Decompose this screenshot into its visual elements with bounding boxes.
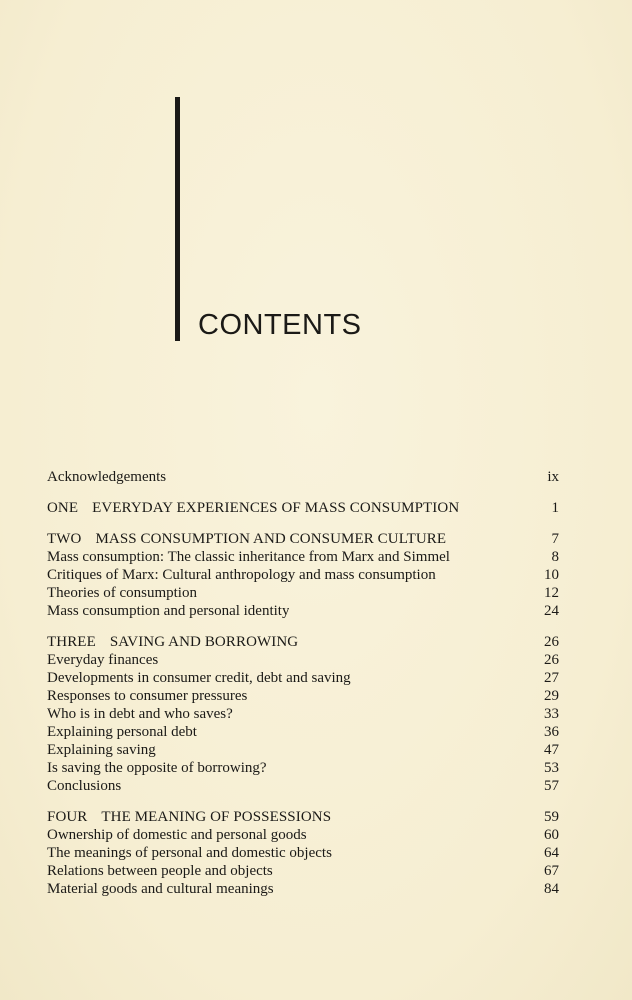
toc-entry-page: 1 <box>551 500 559 516</box>
toc-entry-page: 33 <box>544 706 559 722</box>
toc-entry <box>47 548 560 566</box>
toc-entry-page: 12 <box>544 585 559 601</box>
toc-entry-title: Conclusions <box>47 778 122 794</box>
toc-entry-title: Is saving the opposite of borrowing? <box>47 760 267 776</box>
toc-chapter-heading <box>47 808 560 826</box>
toc-entry-title: Everyday finances <box>47 652 159 668</box>
toc-entry-page: 67 <box>544 863 559 879</box>
page-title: CONTENTS <box>198 309 362 341</box>
chapter-title: SAVING AND BORROWING <box>109 634 299 650</box>
toc-entry-page: 84 <box>544 881 559 897</box>
chapter-title: MASS CONSUMPTION AND CONSUMER CULTURE <box>95 531 447 547</box>
toc-entry-title: Relations between people and objects <box>47 863 273 879</box>
toc-entry-title: Acknowledgements <box>47 469 167 485</box>
toc-chapter-heading <box>47 499 560 517</box>
toc-entry-page: 36 <box>544 724 559 740</box>
toc-chapter-heading <box>47 530 560 548</box>
toc-entry-page: 60 <box>544 827 559 843</box>
toc-entry-page: 7 <box>551 531 559 547</box>
toc-entry-title: Mass consumption and personal identity <box>47 603 290 619</box>
toc-front-matter <box>47 468 560 486</box>
toc-entry-title: Who is in debt and who saves? <box>47 706 233 722</box>
toc-entry <box>47 880 560 898</box>
toc-entry <box>47 723 560 741</box>
toc-entry <box>47 759 560 777</box>
toc-chapter-three <box>47 633 560 795</box>
toc-entry-title: Theories of consumption <box>47 585 197 601</box>
chapter-title: THE MEANING OF POSSESSIONS <box>101 809 332 825</box>
toc-entry-title: Explaining personal debt <box>47 724 197 740</box>
toc-entry-page: 8 <box>551 549 559 565</box>
toc-entry-title: Explaining saving <box>47 742 156 758</box>
toc-entry-page: 59 <box>544 809 559 825</box>
toc-entry-page: 26 <box>544 634 559 650</box>
toc-entry-page: 26 <box>544 652 559 668</box>
toc-entry-page: 24 <box>544 603 559 619</box>
toc-chapter-two <box>47 530 560 620</box>
toc-entry-title: Responses to consumer pressures <box>47 688 248 704</box>
toc-entry <box>47 844 560 862</box>
chapter-number: ONE <box>47 500 79 516</box>
toc-entry <box>47 687 560 705</box>
toc-entry-page: 29 <box>544 688 559 704</box>
toc-entry-title: Mass consumption: The classic inheritance from Marx and Simmel <box>47 549 450 565</box>
toc-entry-title: Critiques of Marx: Cultural anthropology and mass consumption <box>47 567 436 583</box>
toc-entry <box>47 584 560 602</box>
toc-entry-page: 47 <box>544 742 559 758</box>
toc-entry <box>47 566 560 584</box>
toc-entry <box>47 651 560 669</box>
chapter-number: TWO <box>47 531 82 547</box>
toc-entry-title: Developments in consumer credit, debt and saving <box>47 670 351 686</box>
toc-entry <box>47 862 560 880</box>
toc-entry-title: Material goods and cultural meanings <box>47 881 274 897</box>
toc-entry <box>47 777 560 795</box>
toc-entry-page: 27 <box>544 670 559 686</box>
toc-entry-title: The meanings of personal and domestic objects <box>47 845 332 861</box>
toc-chapter-one <box>47 499 560 517</box>
toc-entry-title: Ownership of domestic and personal goods <box>47 827 307 843</box>
vertical-rule <box>175 97 180 341</box>
toc-entry-page: 64 <box>544 845 559 861</box>
toc-entry-page: ix <box>547 469 559 485</box>
toc-entry <box>47 468 560 486</box>
chapter-number: THREE <box>47 634 96 650</box>
toc-entry-page: 10 <box>544 567 559 583</box>
table-of-contents <box>47 468 560 911</box>
toc-entry <box>47 669 560 687</box>
toc-entry <box>47 741 560 759</box>
toc-chapter-heading <box>47 633 560 651</box>
toc-entry-page: 53 <box>544 760 559 776</box>
toc-entry <box>47 602 560 620</box>
toc-entry <box>47 826 560 844</box>
toc-chapter-four <box>47 808 560 898</box>
toc-entry <box>47 705 560 723</box>
chapter-number: FOUR <box>47 809 88 825</box>
toc-entry-page: 57 <box>544 778 559 794</box>
chapter-title: EVERYDAY EXPERIENCES OF MASS CONSUMPTION <box>92 500 460 516</box>
